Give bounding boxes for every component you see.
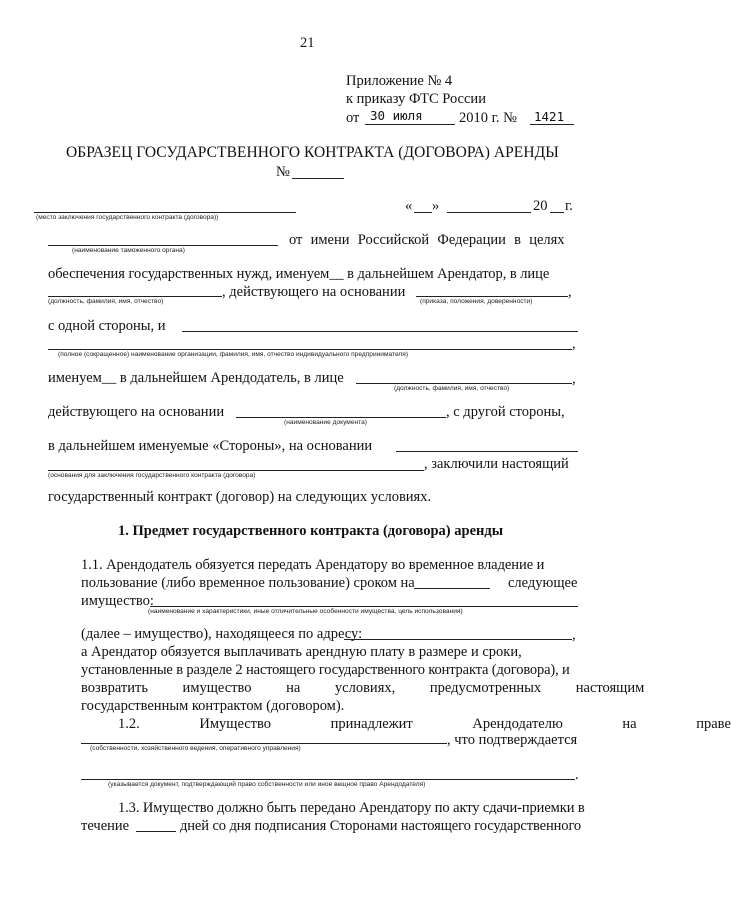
clause-1-2-line-1: 1.2. Имущество принадлежит Арендодателю на праве <box>118 716 731 732</box>
caption-place: (место заключения государственного контракта (договора)) <box>36 214 219 221</box>
caption-basis: (основания для заключения государственного контракта (договора) <box>48 472 256 479</box>
comma-1: , <box>568 284 572 300</box>
appendix-line-1: Приложение № 4 <box>346 73 453 89</box>
caption-ownership-doc: (указывается документ, подтверждающий право собственности или иное вещное право Арендодателя) <box>108 781 426 788</box>
clause-1-1-line-5 <box>81 643 580 661</box>
appendix-day-month: 30 июля <box>370 108 423 123</box>
section-1-heading: 1. Предмет государственного контракта (договора) аренды <box>118 523 504 539</box>
date-year-suffix: г. <box>565 198 573 214</box>
clause-1-1-line-2-end: следующее <box>508 575 578 591</box>
text-one-side: с одной стороны, и <box>48 318 166 334</box>
date-quote-open: « <box>405 198 413 214</box>
date-quote-close: » <box>432 198 440 214</box>
text-parties: в дальнейшем именуемые «Стороны», на основании <box>48 438 373 454</box>
text-lessor: именуем__ в дальнейшем Арендодатель, в лице <box>48 370 344 386</box>
clause-1-3-line-2-start: течение <box>81 818 130 834</box>
clause-1-1-line-2: пользование (либо временное пользование) сроком на <box>81 575 415 591</box>
caption-position-name: (должность, фамилия, имя, отчество) <box>48 298 164 305</box>
period-1: . <box>575 767 579 783</box>
clause-1-1-line-7: возвратить имущество на условиях, предусмотренных настоящим <box>81 680 645 696</box>
caption-property-desc: (наименование и характеристики, иные отличительные особенности имущества, цель использования) <box>148 608 463 615</box>
caption-org-name: (полное (сокращенное) наименование организации, фамилия, имя, отчество индивидуального предпринимателя) <box>58 351 409 358</box>
comma-3: , <box>572 371 576 387</box>
clause-1-1-line-4: (далее – имущество), находящееся по адресу: <box>81 626 363 642</box>
caption-doc-name: (наименование документа) <box>284 419 367 426</box>
comma-2: , <box>572 336 576 352</box>
document-title: ОБРАЗЕЦ ГОСУДАРСТВЕННОГО КОНТРАКТА (ДОГОВОРА) АРЕНДЫ <box>66 144 559 161</box>
caption-right-type: (собственности, хозяйственного ведения, оперативного управления) <box>90 745 301 752</box>
text-concluded: , заключили настоящий <box>424 456 569 472</box>
comma-4: , <box>572 627 576 643</box>
clause-1-1-line-5-text: а Арендатор обязуется выплачивать арендную плату в размере и сроки, <box>81 644 522 660</box>
text-acting-doc: действующего на основании <box>48 404 225 420</box>
clause-1-1-line-6: установленные в разделе 2 настоящего государственного контракта (договора), и <box>81 662 570 678</box>
clause-1-2-line-2-end: , что подтверждается <box>447 732 578 748</box>
text-acting-basis: , действующего на основании <box>222 284 406 300</box>
appendix-year: 2010 г. № <box>459 110 518 126</box>
contract-number-label: № <box>276 164 290 180</box>
caption-order-docs: (приказа, положения, доверенности) <box>420 298 533 305</box>
clause-1-3-line-1: 1.3. Имущество должно быть передано Арендатору по акту сдачи-приемки в <box>118 800 585 816</box>
appendix-date-prefix: от <box>346 110 360 126</box>
appendix-order-number: 1421 <box>534 109 565 124</box>
clause-1-1-line-1: 1.1. Арендодатель обязуется передать Арендатору во временное владение и <box>81 557 545 573</box>
clause-1-1-line-3: имущество: <box>81 593 154 609</box>
clause-1-1-line-8: государственным контрактом (договором). <box>81 698 345 714</box>
date-year-prefix: 20 <box>533 198 548 214</box>
caption-position-name-2: (должность, фамилия, имя, отчество) <box>394 385 510 392</box>
text-ensuring-needs: обеспечения государственных нужд, именуем__ в дальнейшем Арендатор, в лице <box>48 266 550 282</box>
page-number: 21 <box>300 35 315 51</box>
appendix-line-2: к приказу ФТС России <box>346 91 486 107</box>
text-on-behalf: от имени Российской Федерации в целях <box>289 232 565 248</box>
text-other-side: , с другой стороны, <box>446 404 565 420</box>
clause-1-3-line-2-end: дней со дня подписания Сторонами настоящего государственного <box>180 818 582 834</box>
caption-customs-body: (наименование таможенного органа) <box>72 247 185 254</box>
text-contract-terms: государственный контракт (договор) на следующих условиях. <box>48 489 432 505</box>
